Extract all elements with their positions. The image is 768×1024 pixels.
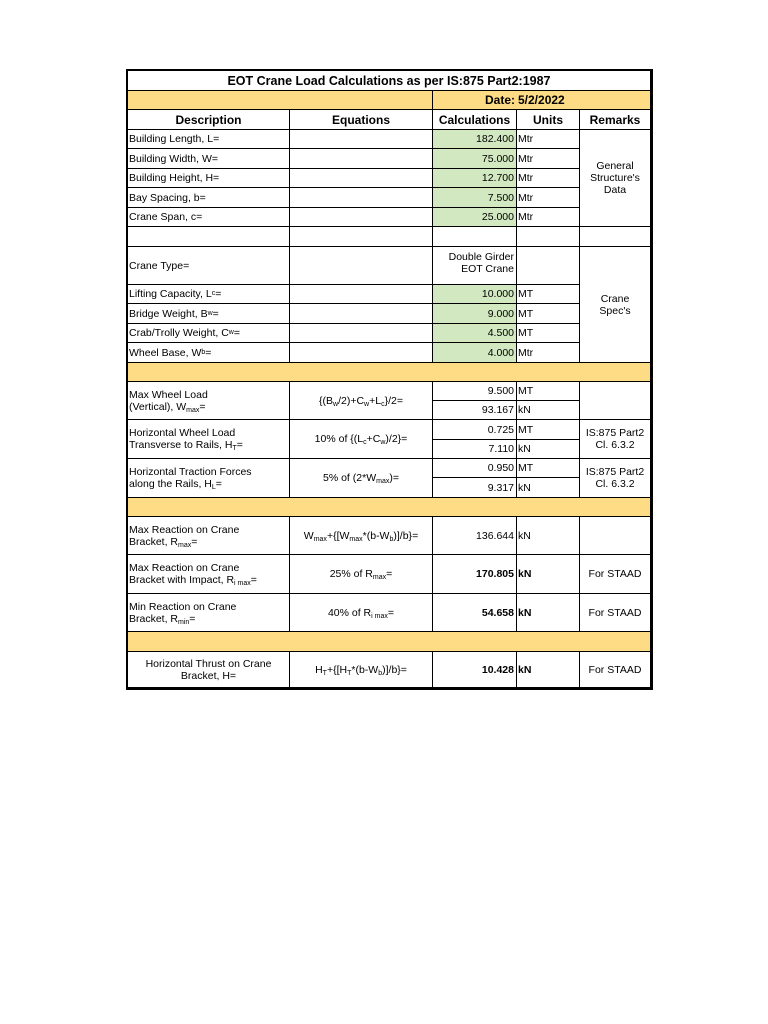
- sheet-title: [128, 71, 651, 91]
- horiz-traction-remark: [580, 459, 651, 498]
- blank-cell: [517, 227, 580, 247]
- rmax-eq: $W_{max}+\{[W_{max}*(b-W_b)]/b\}=$: [290, 517, 433, 555]
- header-calculations: [433, 110, 517, 130]
- eq-sub: i max: [371, 612, 388, 620]
- desc-line: [129, 401, 206, 413]
- crane-row-desc: Lifting Capacity, L c =: [128, 285, 290, 304]
- rmin-desc: [128, 594, 290, 632]
- section-band: [128, 632, 651, 652]
- remark-line: Data: [603, 184, 627, 196]
- eq-tail: )=: [389, 472, 399, 484]
- unit-text: kN: [518, 568, 532, 580]
- header-remarks: [580, 110, 651, 130]
- unit-text: Mtr: [518, 191, 534, 204]
- desc-sub: max: [186, 406, 200, 414]
- horiz-traction-unit2: [517, 478, 580, 498]
- eq-text: 10% of {(L: [314, 433, 364, 445]
- desc-text: Bracket, R: [129, 535, 179, 548]
- desc-text: Bracket, R: [129, 612, 179, 625]
- desc-tail: =: [233, 327, 240, 339]
- horiz-transverse-unit2: [517, 440, 580, 459]
- remark-line: IS:875 Part2: [585, 466, 645, 478]
- unit-text: kN: [518, 529, 531, 542]
- horiz-transverse-desc: [128, 420, 290, 459]
- desc-tail: =: [189, 612, 196, 625]
- remark-line: IS:875 Part2: [585, 427, 645, 439]
- remark-line: General: [596, 160, 634, 172]
- desc-line: [129, 613, 195, 625]
- desc-text: Crab/Trolly Weight, C: [129, 327, 229, 339]
- horiz-transverse-unit1: [517, 420, 580, 440]
- unit-text: Mtr: [518, 152, 534, 165]
- eq-text: 25% of R: [329, 568, 373, 580]
- calc-text: 54.658: [481, 606, 514, 619]
- desc-tail: =: [215, 478, 222, 490]
- calc-text: 0.950: [487, 462, 514, 474]
- desc-text: (Vertical), W: [129, 400, 187, 413]
- eq-text: 40% of R: [327, 606, 372, 619]
- thrust-remark: [580, 652, 651, 688]
- general-row-desc: [128, 169, 290, 188]
- crane-row-eq: [290, 304, 433, 324]
- general-row-eq: [290, 208, 433, 227]
- desc-tail: =: [215, 288, 222, 300]
- general-row-unit: [517, 130, 580, 149]
- rmin-eq: [290, 594, 433, 632]
- crane-row-unit: [517, 324, 580, 343]
- desc-line: Horizontal Traction Forces: [129, 466, 252, 478]
- date-label: [433, 91, 517, 110]
- thrust-unit: [517, 652, 580, 688]
- section-band: [128, 363, 651, 382]
- calc-text: 9.000: [487, 307, 514, 320]
- horiz-traction-unit1: [517, 459, 580, 478]
- calc-text: 0.725: [487, 423, 514, 436]
- header-description: [128, 110, 290, 130]
- eq-sub: c: [363, 439, 367, 446]
- sheet-title-text: EOT Crane Load Calculations as per IS:875 Part2:1987: [227, 73, 551, 88]
- unit-text: Mtr: [518, 211, 534, 223]
- general-row-desc: [128, 149, 290, 169]
- wheel-load-unit1: [517, 382, 580, 401]
- desc-tail: =: [191, 535, 198, 548]
- unit-text: MT: [518, 288, 534, 300]
- desc-tail: =: [199, 400, 206, 413]
- general-row-eq: [290, 130, 433, 149]
- unit-text: kN: [518, 443, 531, 455]
- date-value-text: 5/2/2022: [518, 93, 565, 107]
- desc-tail: =: [212, 307, 219, 320]
- general-row-desc: [128, 130, 290, 149]
- header-description-text: Description: [175, 112, 242, 127]
- eq-mid: +C: [366, 433, 381, 445]
- general-row-unit: [517, 208, 580, 227]
- crane-row-calc: [433, 343, 517, 363]
- header-remarks-text: Remarks: [589, 112, 641, 127]
- wheel-load-calc1: [433, 382, 517, 401]
- desc-text: Transverse to Rails, H: [129, 439, 233, 451]
- desc-sub: T: [232, 445, 237, 452]
- unit-text: kN: [518, 481, 531, 494]
- calc-text: 10.428: [481, 663, 514, 676]
- rimax-desc: [128, 555, 290, 594]
- crane-row-unit: [517, 343, 580, 363]
- crane-row-desc: Crab/Trolly Weight, C w =: [128, 324, 290, 343]
- rimax-remark: [580, 555, 651, 594]
- rmax-unit: [517, 517, 580, 555]
- unit-text: Mtr: [518, 133, 534, 145]
- horiz-traction-calc1: [433, 459, 517, 478]
- wheel-load-desc: [128, 382, 290, 420]
- crane-row-desc: Bridge Weight, B w =: [128, 304, 290, 324]
- desc-sub: L: [211, 484, 216, 491]
- crane-row-eq: [290, 343, 433, 363]
- header-units-text: Units: [533, 112, 563, 127]
- blank-cell: [128, 227, 290, 247]
- general-remark: [580, 130, 651, 227]
- crane-row-desc: Wheel Base, W b =: [128, 343, 290, 363]
- eq-text: 5% of (2*W: [323, 472, 377, 484]
- calc-text: 10.000: [481, 288, 514, 300]
- rimax-calc: [433, 555, 517, 594]
- desc-text: Bay Spacing, b=: [129, 191, 206, 204]
- rmin-calc: [433, 594, 517, 632]
- unit-text: kN: [518, 663, 532, 676]
- calc-line: Double Girder: [448, 251, 514, 263]
- desc-line: Max Reaction on Crane: [129, 562, 240, 574]
- crane-type-eq: [290, 247, 433, 285]
- general-row-calc: [433, 169, 517, 188]
- desc-line: [129, 478, 222, 490]
- general-row-eq: [290, 169, 433, 188]
- calc-line: EOT Crane: [461, 263, 514, 275]
- header-equations: [290, 110, 433, 130]
- rimax-unit: [517, 555, 580, 594]
- desc-line: [129, 536, 197, 548]
- crane-type-desc: [128, 247, 290, 285]
- unit-text: MT: [518, 327, 534, 339]
- calc-text: 4.000: [487, 346, 514, 359]
- horiz-traction-desc: [128, 459, 290, 498]
- calc-text: 4.500: [487, 327, 514, 339]
- blank-cell: [580, 227, 651, 247]
- crane-row-eq: [290, 285, 433, 304]
- calc-text: 12.700: [481, 172, 514, 184]
- desc-text: Wheel Base, W: [129, 346, 202, 359]
- remark-text: For STAAD: [588, 663, 642, 676]
- general-row-desc: [128, 208, 290, 227]
- unit-text: Mtr: [518, 346, 534, 359]
- remark-line: Cl. 6.3.2: [595, 478, 635, 490]
- unit-text: Mtr: [518, 172, 534, 184]
- calc-text: 9.317: [487, 481, 514, 494]
- desc-text: Building Length, L=: [129, 133, 220, 145]
- calculation-sheet: [126, 69, 653, 690]
- rimax-eq: [290, 555, 433, 594]
- desc-line: Max Wheel Load: [129, 388, 208, 401]
- horiz-traction-eq: [290, 459, 433, 498]
- section-band: [128, 498, 651, 517]
- crane-remark: [580, 247, 651, 363]
- desc-line: Horizontal Wheel Load: [129, 427, 236, 439]
- wheel-load-calc2: [433, 401, 517, 420]
- horiz-transverse-calc2: [433, 440, 517, 459]
- unit-text: MT: [518, 462, 534, 474]
- general-row-unit: [517, 149, 580, 169]
- rmax-desc: [128, 517, 290, 555]
- general-row-calc: [433, 130, 517, 149]
- thrust-desc: [128, 652, 290, 688]
- eq-sub: max: [372, 574, 387, 581]
- rmax-remark: [580, 517, 651, 555]
- wheel-load-eq: $\{(B_w/2)+C_w+L_c\}/2=$: [290, 382, 433, 420]
- crane-row-calc: [433, 324, 517, 343]
- eq-tail: )/2}=: [385, 433, 408, 445]
- remark-text: For STAAD: [588, 568, 642, 580]
- calc-text: 136.644: [476, 529, 514, 542]
- unit-text: MT: [518, 385, 534, 397]
- blank-cell: [290, 227, 433, 247]
- horiz-transverse-remark: [580, 420, 651, 459]
- calc-text: 182.400: [476, 133, 514, 145]
- desc-line: Bracket, H=: [180, 669, 237, 682]
- date-band-left: [128, 91, 433, 110]
- desc-text: Lifting Capacity, L: [129, 288, 212, 300]
- unit-text: kN: [518, 606, 532, 619]
- desc-line: Horizontal Thrust on Crane: [145, 657, 272, 670]
- rmin-remark: [580, 594, 651, 632]
- date-label-text: Date:: [484, 93, 515, 107]
- desc-text: Building Width, W=: [129, 152, 218, 165]
- horiz-transverse-eq: [290, 420, 433, 459]
- eq-tail: =: [386, 568, 393, 580]
- desc-tail: =: [250, 574, 257, 586]
- desc-text: Crane Span, c=: [129, 211, 203, 223]
- general-row-eq: [290, 149, 433, 169]
- desc-line: [129, 439, 243, 451]
- calc-text: 9.500: [487, 385, 514, 397]
- desc-sub: max: [178, 541, 192, 549]
- unit-text: MT: [518, 307, 534, 320]
- desc-text: Bracket with Impact, R: [129, 574, 235, 586]
- crane-row-unit: [517, 285, 580, 304]
- thrust-eq: $H_T+\{[H_T*(b-W_b)]/b\}=$: [290, 652, 433, 688]
- rmin-unit: [517, 594, 580, 632]
- wheel-load-remark: [580, 382, 651, 420]
- desc-text: Crane Type=: [129, 259, 190, 272]
- eq-sub: w: [380, 439, 386, 446]
- horiz-traction-calc2: [433, 478, 517, 498]
- thrust-calc: [433, 652, 517, 688]
- calc-text: 75.000: [481, 152, 514, 165]
- rmax-calc: [433, 517, 517, 555]
- unit-text: MT: [518, 423, 534, 436]
- remark-line: Structure's: [590, 172, 640, 184]
- calc-text: 170.805: [476, 568, 514, 580]
- desc-sub: min: [178, 618, 190, 626]
- general-row-calc: [433, 208, 517, 227]
- calc-text: 93.167: [481, 404, 514, 416]
- general-row-desc: [128, 188, 290, 208]
- desc-line: [129, 574, 257, 586]
- crane-row-calc: [433, 285, 517, 304]
- calc-text: 7.110: [488, 443, 514, 455]
- desc-tail: =: [205, 346, 212, 359]
- desc-line: Min Reaction on Crane: [129, 600, 237, 613]
- desc-tail: =: [236, 439, 243, 451]
- general-row-eq: [290, 188, 433, 208]
- remark-line: Crane: [600, 292, 630, 305]
- desc-text: Bridge Weight, B: [129, 307, 208, 320]
- wheel-load-unit2: [517, 401, 580, 420]
- general-row-unit: [517, 188, 580, 208]
- calc-text: 7.500: [487, 191, 514, 204]
- crane-row-calc: [433, 304, 517, 324]
- unit-text: kN: [518, 404, 531, 416]
- crane-row-unit: [517, 304, 580, 324]
- remark-text: For STAAD: [588, 606, 642, 619]
- general-row-calc: [433, 149, 517, 169]
- crane-type-unit: [517, 247, 580, 285]
- general-row-calc: [433, 188, 517, 208]
- eq-tail: =: [387, 606, 395, 619]
- header-equations-text: Equations: [331, 112, 390, 127]
- header-units: [517, 110, 580, 130]
- remark-line: Cl. 6.3.2: [595, 439, 635, 451]
- eq-sub: max: [376, 478, 390, 485]
- crane-row-eq: [290, 324, 433, 343]
- date-value: [517, 91, 651, 110]
- horiz-transverse-calc1: [433, 420, 517, 440]
- desc-text: along the Rails, H: [129, 478, 212, 490]
- header-calculations-text: Calculations: [438, 112, 511, 127]
- remark-line: Spec's: [599, 304, 631, 317]
- calc-text: 25.000: [481, 211, 514, 223]
- desc-sub: i max: [234, 580, 251, 587]
- crane-type-calc: [433, 247, 517, 285]
- blank-cell: [433, 227, 517, 247]
- desc-text: Building Height, H=: [129, 172, 220, 184]
- desc-line: Max Reaction on Crane: [129, 523, 240, 536]
- general-row-unit: [517, 169, 580, 188]
